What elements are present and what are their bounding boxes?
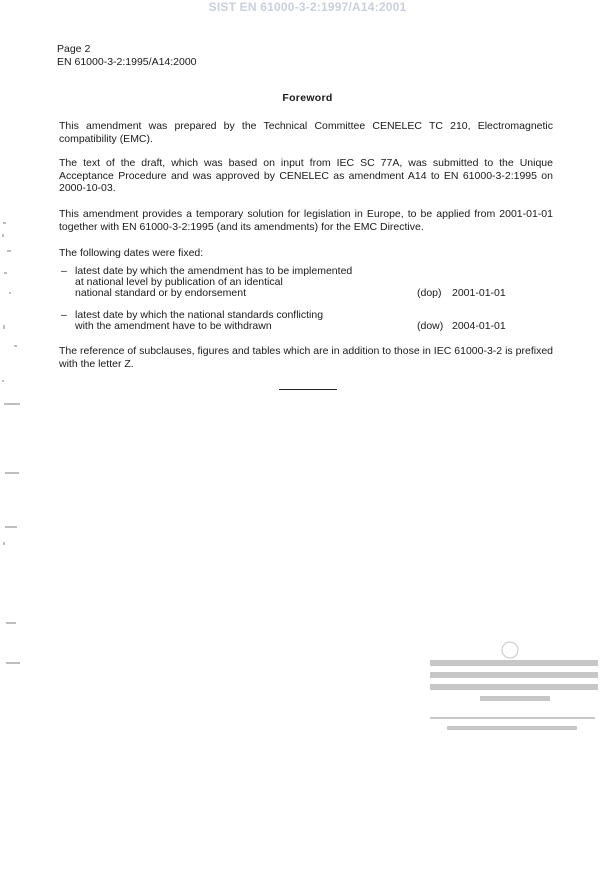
- date-abbreviation: (dow): [417, 320, 444, 332]
- paragraph-draft: The text of the draft, which was based on input from IEC SC 77A, was submitted to the Unique Acceptance Procedure and was approved by CENELEC as amendment A14 to EN 61000-3-2:1995 on 2000-10-03.: [59, 157, 553, 194]
- standard-reference: EN 61000-3-2:1995/A14:2000: [57, 56, 197, 68]
- list-dash: –: [61, 309, 67, 321]
- scan-speckles: [0, 220, 30, 700]
- date-item-line: latest date by which the national standards conflicting: [75, 309, 324, 321]
- date-abbreviation: (dop): [417, 287, 442, 299]
- date-item-line: with the amendment have to be withdrawn: [75, 320, 272, 332]
- paragraph-closing: The reference of subclauses, figures and tables which are in addition to those in IEC 61000-3-2 is prefixed with the letter Z.: [59, 345, 553, 370]
- date-item-line: national standard or by endorsement: [75, 287, 247, 299]
- list-dash: –: [61, 265, 67, 277]
- page-title: Foreword: [282, 92, 333, 104]
- official-stamp: [425, 640, 605, 740]
- date-item-line: at national level by publication of an identical: [75, 276, 283, 288]
- date-value: 2004-01-01: [452, 320, 506, 332]
- watermark: SIST EN 61000-3-2:1997/A14:2001: [208, 0, 407, 14]
- page-header: [57, 43, 197, 69]
- paragraph-prepared: This amendment was prepared by the Technical Committee CENELEC TC 210, Electromagnetic compatibility (EMC).: [59, 120, 553, 145]
- page-number: Page 2: [57, 43, 91, 55]
- date-item-text: [75, 310, 415, 332]
- date-item-line: latest date by which the amendment has to be implemented: [75, 265, 353, 277]
- end-rule: [279, 389, 337, 390]
- paragraph-temporary-solution: This amendment provides a temporary solution for legislation in Europe, to be applied from 2001-01-01 together with EN 61000-3-2:1995 (and its amendments) for the EMC Directive.: [59, 208, 553, 233]
- paragraph-dates-intro: The following dates were fixed:: [59, 247, 204, 259]
- date-item-text: [75, 266, 415, 299]
- date-value: 2001-01-01: [452, 287, 506, 299]
